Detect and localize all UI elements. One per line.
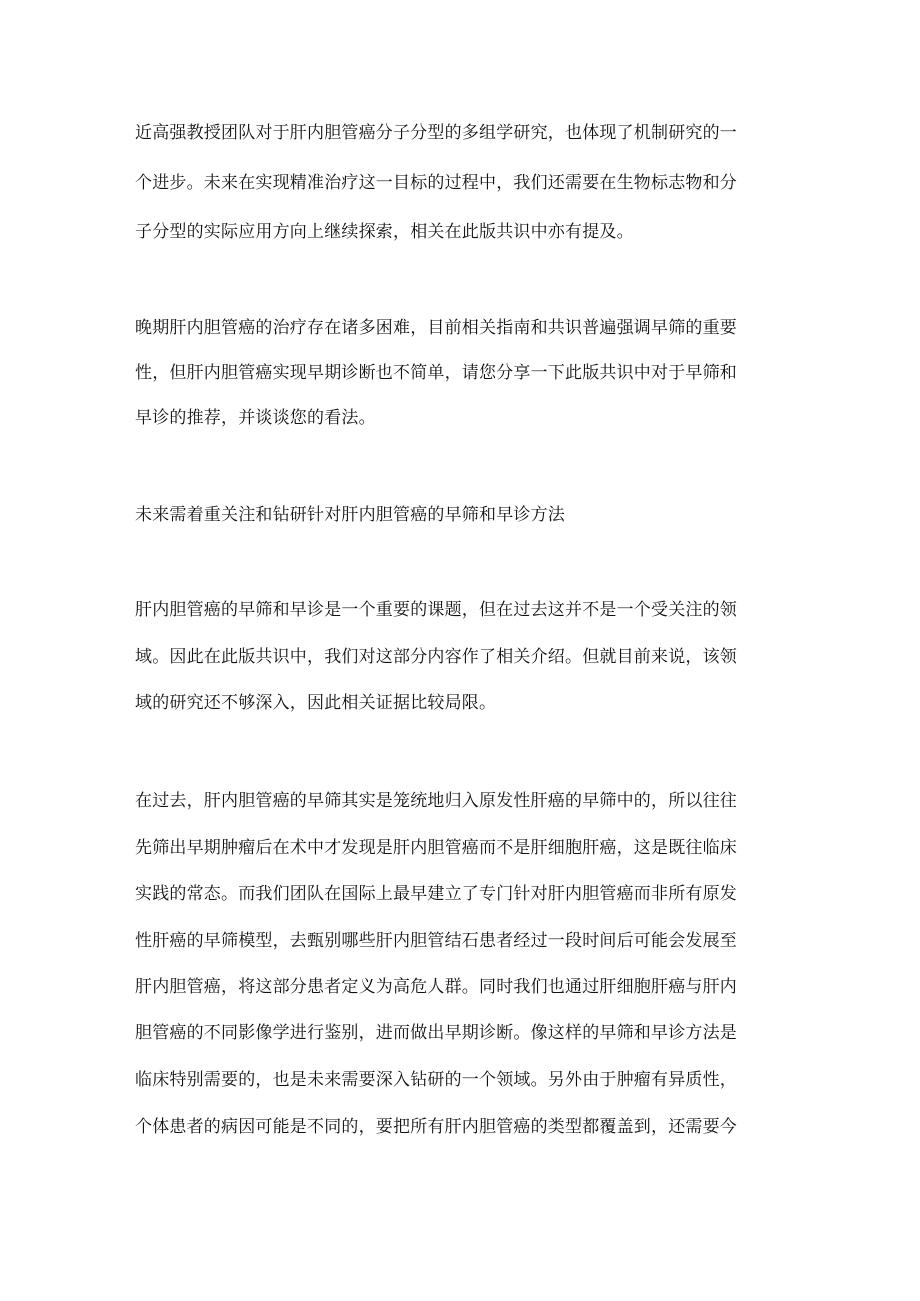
paragraph-4-line-2: 域。因此在此版共识中，我们对这部分内容作了相关介绍。但就目前来说，该领 <box>135 647 737 667</box>
paragraph-1-line-2: 个进步。未来在实现精准治疗这一目标的过程中，我们还需要在生物标志物和分 <box>135 173 737 193</box>
paragraph-2-line-1: 晚期肝内胆管癌的治疗存在诸多困难，目前相关指南和共识普遍强调早筛的重要 <box>135 318 737 338</box>
paragraph-2-line-2: 性，但肝内胆管癌实现早期诊断也不简单，请您分享一下此版共识中对于早筛和 <box>135 363 737 383</box>
paragraph-5-line-3: 实践的常态。而我们团队在国际上最早建立了专门针对肝内胆管癌而非所有原发 <box>135 884 737 904</box>
section-heading: 未来需着重关注和钻研针对肝内胆管癌的早筛和早诊方法 <box>135 505 565 525</box>
paragraph-5-line-1: 在过去，肝内胆管癌的早筛其实是笼统地归入原发性肝癌的早筛中的，所以往往 <box>135 791 737 811</box>
paragraph-5-line-8: 个体患者的病因可能是不同的，要把所有肝内胆管癌的类型都覆盖到，还需要今 <box>135 1117 737 1137</box>
paragraph-1-line-1: 近高强教授团队对于肝内胆管癌分子分型的多组学研究，也体现了机制研究的一 <box>135 123 737 143</box>
paragraph-2-line-3: 早诊的推荐，并谈谈您的看法。 <box>135 408 376 428</box>
paragraph-1-line-3: 子分型的实际应用方向上继续探索，相关在此版共识中亦有提及。 <box>135 222 634 242</box>
paragraph-4-line-1: 肝内胆管癌的早筛和早诊是一个重要的课题，但在过去这并不是一个受关注的领 <box>135 600 737 620</box>
paragraph-5-line-2: 先筛出早期肿瘤后在术中才发现是肝内胆管癌而不是肝细胞肝癌，这是既往临床 <box>135 838 737 858</box>
paragraph-5-line-5: 肝内胆管癌，将这部分患者定义为高危人群。同时我们也通过肝细胞肝癌与肝内 <box>135 977 737 997</box>
paragraph-5-line-6: 胆管癌的不同影像学进行鉴别，进而做出早期诊断。像这样的早筛和早诊方法是 <box>135 1023 737 1043</box>
paragraph-5-line-4: 性肝癌的早筛模型，去甄别哪些肝内胆管结石患者经过一段时间后可能会发展至 <box>135 931 737 951</box>
paragraph-4-line-3: 域的研究还不够深入，因此相关证据比较局限。 <box>135 693 497 713</box>
paragraph-5-line-7: 临床特别需要的，也是未来需要深入钻研的一个领域。另外由于肿瘤有异质性， <box>135 1070 737 1090</box>
